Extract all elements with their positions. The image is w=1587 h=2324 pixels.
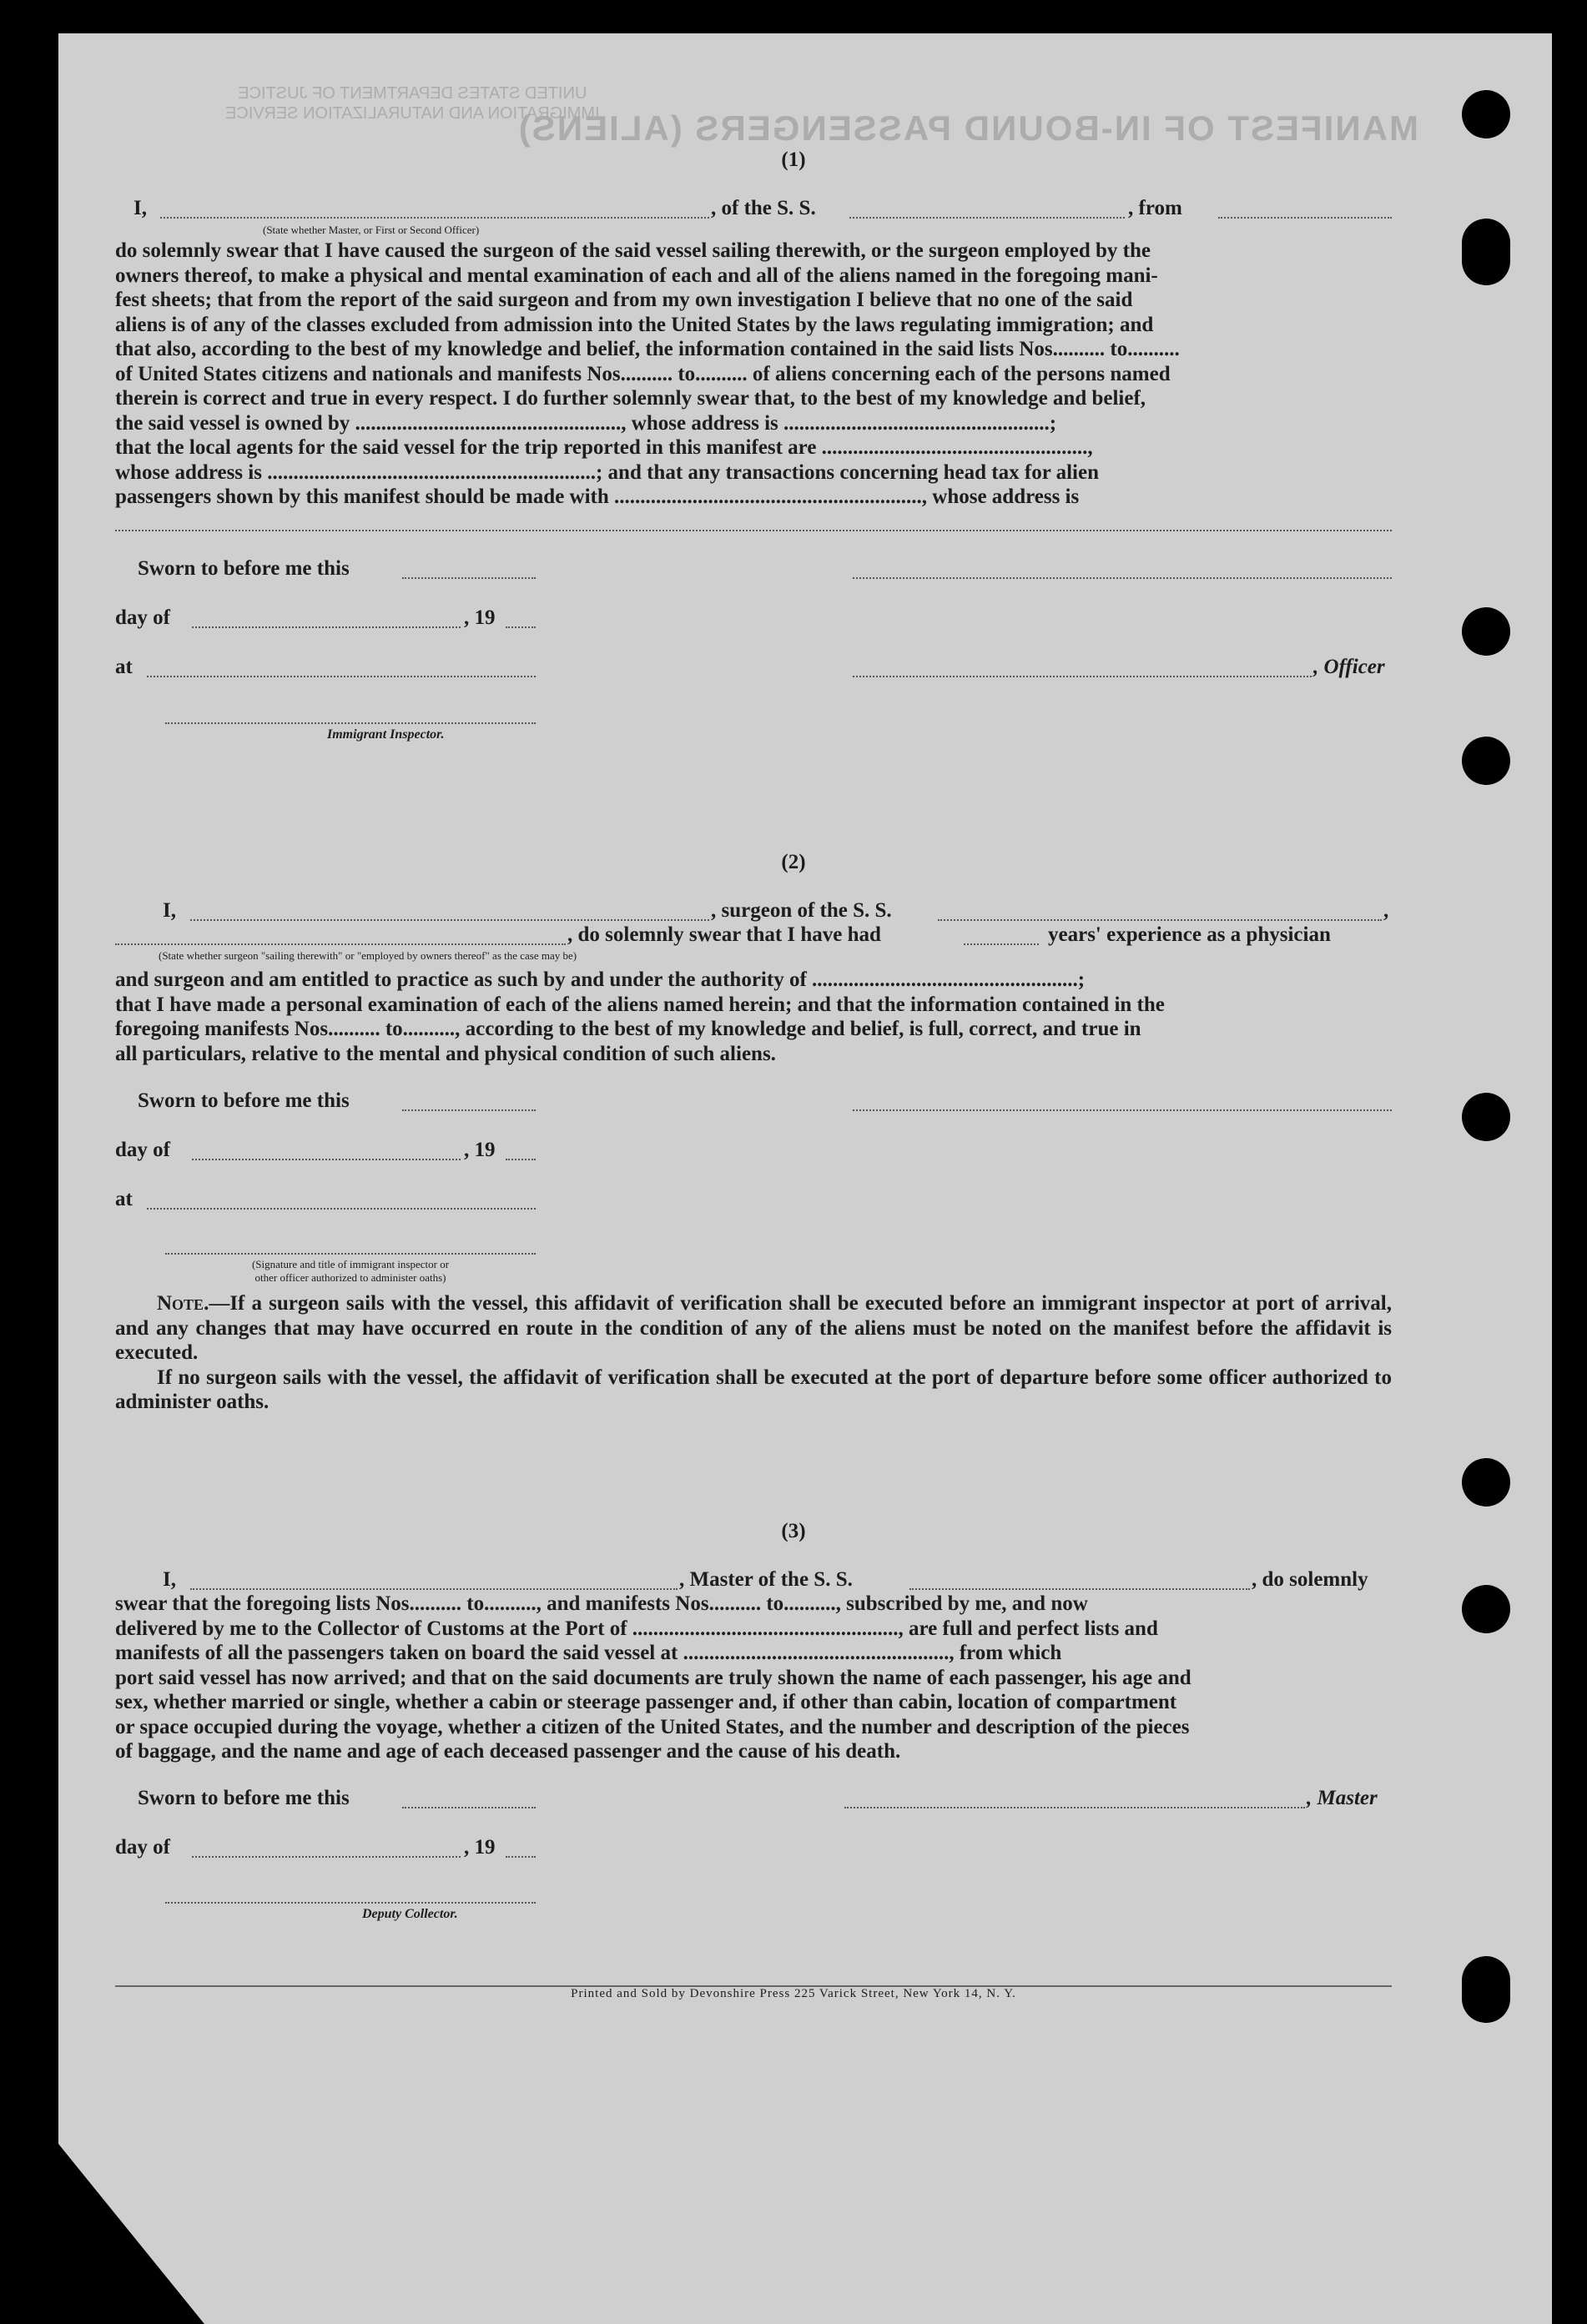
- surgeon-status-field[interactable]: [115, 943, 566, 945]
- surgeon-signature-field[interactable]: [853, 1109, 1392, 1111]
- section-3-line: or space occupied during the voyage, whether a citizen of the United States, and the number and description of the pieces: [115, 1715, 1190, 1738]
- section-1-line: owners thereof, to make a physical and mental examination of each and all of the aliens named in the foregoing mani-: [115, 264, 1158, 287]
- section-1-line: aliens is of any of the classes excluded from admission into the United States by the laws regulating immigration; and: [115, 313, 1154, 336]
- place-field-1[interactable]: [147, 676, 536, 677]
- section-3-line: sex, whether married or single, whether a cabin or steerage passenger and, if other than cabin, location of compartment: [115, 1691, 1177, 1713]
- section-3-body: [115, 1592, 1392, 1764]
- deputy-signature-field[interactable]: [165, 1902, 536, 1904]
- officer-label: , Officer: [1313, 656, 1385, 678]
- printer-imprint: Printed and Sold by Devonshire Press 225 Varick Street, New York 14, N. Y.: [571, 1987, 1016, 2000]
- years-field[interactable]: [964, 943, 1039, 945]
- section-3-line: port said vessel has now arrived; and that on the said documents are truly shown the name of each passenger, his age and: [115, 1666, 1192, 1689]
- section-3-line: manifests of all the passengers taken on board the said vessel at ..................................................., from which: [115, 1642, 1062, 1664]
- comma: ,: [1383, 899, 1389, 922]
- master-of-label: , Master of the S. S.: [679, 1568, 853, 1591]
- month-field-3[interactable]: [192, 1856, 461, 1858]
- section-1-line: therein is correct and true in every respect. I do further solemnly swear that, to the best of my knowledge and belief,: [115, 387, 1146, 410]
- sworn-label-3: Sworn to before me this: [138, 1787, 350, 1809]
- bleed-through-title: MANIFEST OF IN-BOUND PASSENGERS (ALIENS): [516, 108, 1418, 148]
- year-field-1[interactable]: [506, 626, 536, 628]
- note-text-1: —If a surgeon sails with the vessel, this affidavit of verification shall be executed before an immigrant inspector at port of arrival, and any changes that may have occurred en route in the condition of any of the aliens must be noted on the manifest before the affidavit is executed.: [115, 1292, 1392, 1364]
- surgeon-vessel-field[interactable]: [938, 919, 1382, 921]
- vessel-name-field[interactable]: [849, 217, 1125, 219]
- day-of-label-2: day of: [115, 1139, 170, 1161]
- sworn-date-field-2[interactable]: [402, 1109, 536, 1111]
- section-1-of-ss: , of the S. S.: [711, 197, 816, 219]
- section-1-from: , from: [1128, 197, 1182, 219]
- sworn-date-field-1[interactable]: [402, 577, 536, 579]
- day-of-label-1: day of: [115, 606, 170, 629]
- sworn-date-field-3[interactable]: [402, 1807, 536, 1808]
- punch-hole: [1462, 1458, 1510, 1507]
- surgeon-name-field[interactable]: [190, 919, 709, 921]
- master-name-field-3[interactable]: [190, 1588, 678, 1590]
- at-label-2: at: [115, 1188, 133, 1210]
- year-field-3[interactable]: [506, 1856, 536, 1858]
- master-label: , Master: [1307, 1787, 1378, 1809]
- inspector-signature-field[interactable]: [165, 722, 536, 724]
- punch-hole: [1462, 90, 1510, 138]
- year-label-2: , 19: [464, 1139, 496, 1161]
- master-note: (State whether Master, or First or Second Officer): [263, 224, 480, 236]
- year-field-2[interactable]: [506, 1159, 536, 1160]
- month-field-2[interactable]: [192, 1159, 461, 1160]
- at-label-1: at: [115, 656, 133, 678]
- vessel-name-field-3[interactable]: [909, 1588, 1250, 1590]
- punch-hole: [1462, 1585, 1510, 1633]
- place-field-2[interactable]: [147, 1208, 536, 1210]
- section-2-line: all particulars, relative to the mental and physical condition of such aliens.: [115, 1042, 776, 1065]
- section-2-body: [115, 968, 1392, 1066]
- section-1-line: do solemnly swear that I have caused the surgeon of the said vessel sailing therewith, or the surgeon employed by the: [115, 239, 1151, 262]
- section-3-line: of baggage, and the name and age of each deceased passenger and the cause of his death.: [115, 1740, 901, 1763]
- signature-note: [165, 1258, 536, 1285]
- signature-note-line: (Signature and title of immigrant inspector or: [251, 1258, 450, 1270]
- note-paragraph-1: [115, 1291, 1392, 1366]
- section-1-i: I,: [134, 197, 147, 219]
- section-3-line: swear that the foregoing lists Nos.......... to.........., and manifests Nos.......... to.........., subscribed by me, and now: [115, 1592, 1088, 1615]
- section-2-number: (2): [781, 851, 806, 873]
- note-paragraph-2: If no surgeon sails with the vessel, the affidavit of verification shall be executed at the port of departure before some officer authorized to administer oaths.: [115, 1366, 1392, 1413]
- section-2-line: foregoing manifests Nos.......... to.........., according to the best of my knowledge and belief, is full, correct, and true in: [115, 1018, 1141, 1040]
- month-field-1[interactable]: [192, 626, 461, 628]
- note-label: Note.: [157, 1292, 209, 1315]
- agent-address-field[interactable]: [115, 530, 1392, 531]
- signature-note-line: other officer authorized to administer oaths): [254, 1271, 446, 1284]
- swear-label: , do solemnly swear that I have had: [567, 923, 881, 946]
- punch-hole: [1462, 737, 1510, 785]
- section-2-line: that I have made a personal examination of each of the aliens named herein; and that the information contained in the: [115, 993, 1165, 1016]
- punch-hole: [1462, 219, 1510, 285]
- immigrant-inspector-label: Immigrant Inspector.: [327, 727, 445, 742]
- solemnly-label: , do solemnly: [1252, 1568, 1368, 1591]
- master-signature-field-3[interactable]: [844, 1807, 1305, 1808]
- years-label: years' experience as a physician: [1048, 923, 1331, 946]
- section-1-number: (1): [781, 148, 806, 171]
- deputy-collector-label: Deputy Collector.: [362, 1907, 458, 1921]
- section-1-line: passengers shown by this manifest should be made with ..........................................................., whose address is: [115, 485, 1080, 508]
- sworn-label-2: Sworn to before me this: [138, 1089, 350, 1112]
- section-2-line: and surgeon and am entitled to practice as such by and under the authority of ...................................................;: [115, 968, 1086, 991]
- section-2-i: I,: [163, 899, 176, 922]
- day-of-label-3: day of: [115, 1836, 170, 1859]
- sworn-label-1: Sworn to before me this: [138, 557, 350, 580]
- note-block: [115, 1291, 1392, 1415]
- section-1-line: that the local agents for the said vessel for the trip reported in this manifest are ...................................................,: [115, 436, 1093, 459]
- section-1-line: fest sheets; that from the report of the said surgeon and from my own investigation I believe that no one of the said: [115, 289, 1133, 311]
- bleed-through-agency: UNITED STATES DEPARTMENT OF JUSTICE IMMIGRATION AND NATURALIZATION SERVICE: [225, 84, 600, 123]
- section-3-i: I,: [163, 1568, 176, 1591]
- officer-signature-field-2[interactable]: [165, 1253, 536, 1255]
- section-1-body: [115, 239, 1392, 510]
- punch-hole: [1462, 1093, 1510, 1141]
- master-name-field[interactable]: [160, 217, 709, 219]
- section-3-line: delivered by me to the Collector of Customs at the Port of ..................................................., are full and perfect lists and: [115, 1617, 1158, 1640]
- section-1-line: that also, according to the best of my knowledge and belief, the information contained in the said lists Nos.......... to..........: [115, 338, 1180, 360]
- section-1-line: of United States citizens and nationals and manifests Nos.......... to.......... of aliens concerning each of the persons named: [115, 362, 1171, 385]
- year-label-1: , 19: [464, 606, 496, 629]
- year-label-3: , 19: [464, 1836, 496, 1859]
- master-signature-field[interactable]: [853, 577, 1392, 579]
- officer-signature-field[interactable]: [853, 676, 1312, 677]
- punch-hole: [1462, 607, 1510, 656]
- surgeon-note: (State whether surgeon "sailing therewith" or "employed by owners thereof" as the case may be): [159, 949, 577, 962]
- departure-port-field[interactable]: [1218, 217, 1392, 219]
- section-1-line: whose address is ...............................................................; and that any transactions concerning head tax for alien: [115, 460, 1099, 484]
- surgeon-of-label: , surgeon of the S. S.: [711, 899, 892, 922]
- section-3-number: (3): [781, 1520, 806, 1542]
- section-1-line: the said vessel is owned by ..................................................., whose address is ...................................................;: [115, 411, 1057, 435]
